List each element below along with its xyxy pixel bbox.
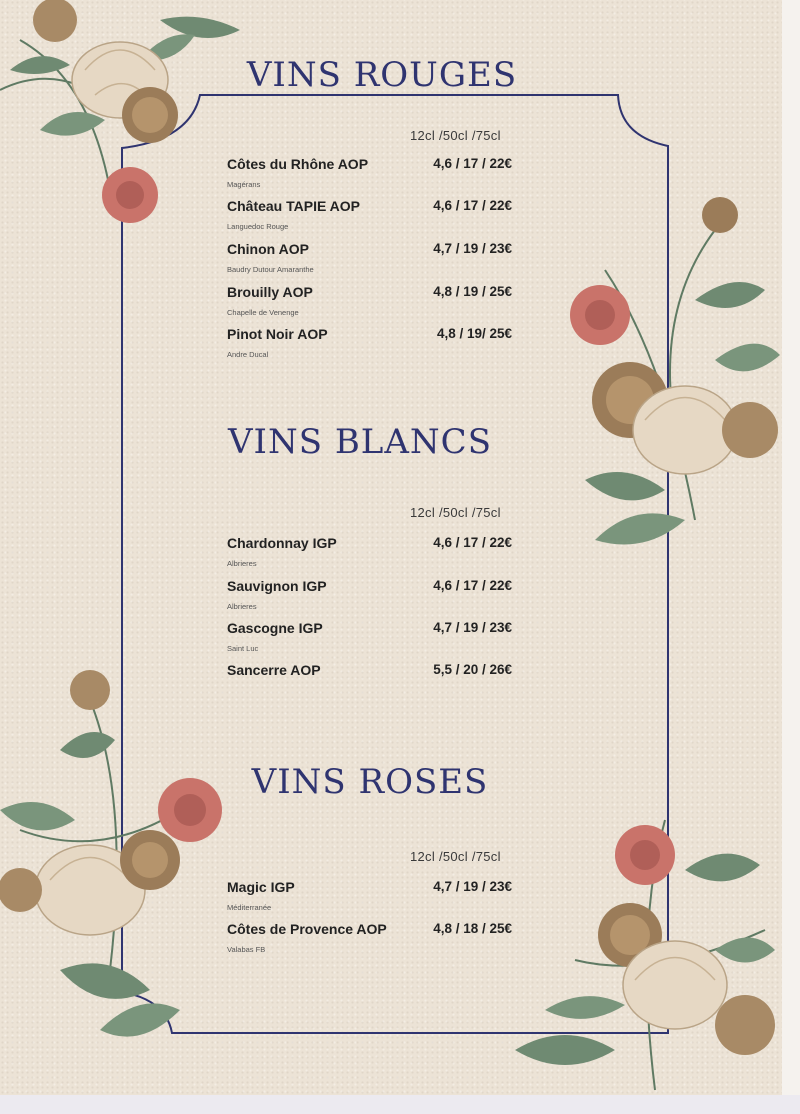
wine-price: 5,5 / 20 / 26€ [433, 662, 512, 677]
wine-producer: Andre Ducal [227, 350, 269, 359]
wine-name: Côtes du Rhône AOP [227, 156, 369, 172]
wine-price: 4,7 / 19 / 23€ [433, 620, 512, 635]
wine-name: Gascogne IGP [227, 620, 323, 636]
wine-name: Chinon AOP [227, 241, 309, 257]
wine-name: Côtes de Provence AOP [227, 921, 387, 937]
wine-price: 4,6 / 17 / 22€ [433, 198, 512, 213]
floral-bouquet-icon [515, 810, 782, 1095]
wine-price: 4,7 / 19 / 23€ [433, 241, 512, 256]
wine-name: Chardonnay IGP [227, 535, 337, 551]
section-title-vins-rouges: VINS ROUGES [246, 55, 518, 95]
wine-name: Château TAPIE AOP [227, 198, 361, 214]
wine-producer: Albrieres [227, 602, 257, 611]
wine-name: Brouilly AOP [227, 284, 313, 300]
page-edge-right [782, 0, 800, 1114]
size-header: 12cl /50cl /75cl [410, 849, 501, 864]
wine-producer: Languedoc Rouge [227, 222, 289, 231]
wine-producer: Saint Luc [227, 644, 259, 653]
wine-price: 4,8 / 19/ 25€ [436, 326, 512, 341]
wine-price: 4,6 / 17 / 22€ [433, 535, 512, 550]
size-header: 12cl /50cl /75cl [410, 128, 501, 143]
floral-bouquet-icon [0, 670, 250, 1070]
wine-price: 4,6 / 17 / 22€ [433, 156, 512, 171]
floral-bouquet-icon [545, 190, 782, 590]
section-title-vins-blancs: VINS BLANCS [227, 422, 492, 462]
size-header: 12cl /50cl /75cl [410, 505, 501, 520]
section-title-vins-roses: VINS ROSES [251, 762, 489, 802]
wine-name: Magic IGP [227, 879, 295, 895]
wine-price: 4,7 / 19 / 23€ [433, 879, 512, 894]
wine-producer: Magérans [227, 180, 261, 189]
wine-producer: Baudry Dutour Amaranthe [227, 265, 314, 274]
wine-producer: Valabas FB [227, 945, 266, 954]
wine-producer: Albrieres [227, 559, 257, 568]
wine-price: 4,8 / 19 / 25€ [433, 284, 512, 299]
floral-bouquet-icon [0, 0, 260, 240]
wine-price: 4,6 / 17 / 22€ [433, 578, 512, 593]
wine-price: 4,8 / 18 / 25€ [433, 921, 512, 936]
page-edge-bottom [0, 1095, 800, 1114]
wine-name: Sancerre AOP [227, 662, 321, 678]
wine-name: Sauvignon IGP [227, 578, 327, 594]
wine-producer: Méditerranée [227, 903, 272, 912]
wine-producer: Chapelle de Venenge [227, 308, 299, 317]
wine-name: Pinot Noir AOP [227, 326, 328, 342]
